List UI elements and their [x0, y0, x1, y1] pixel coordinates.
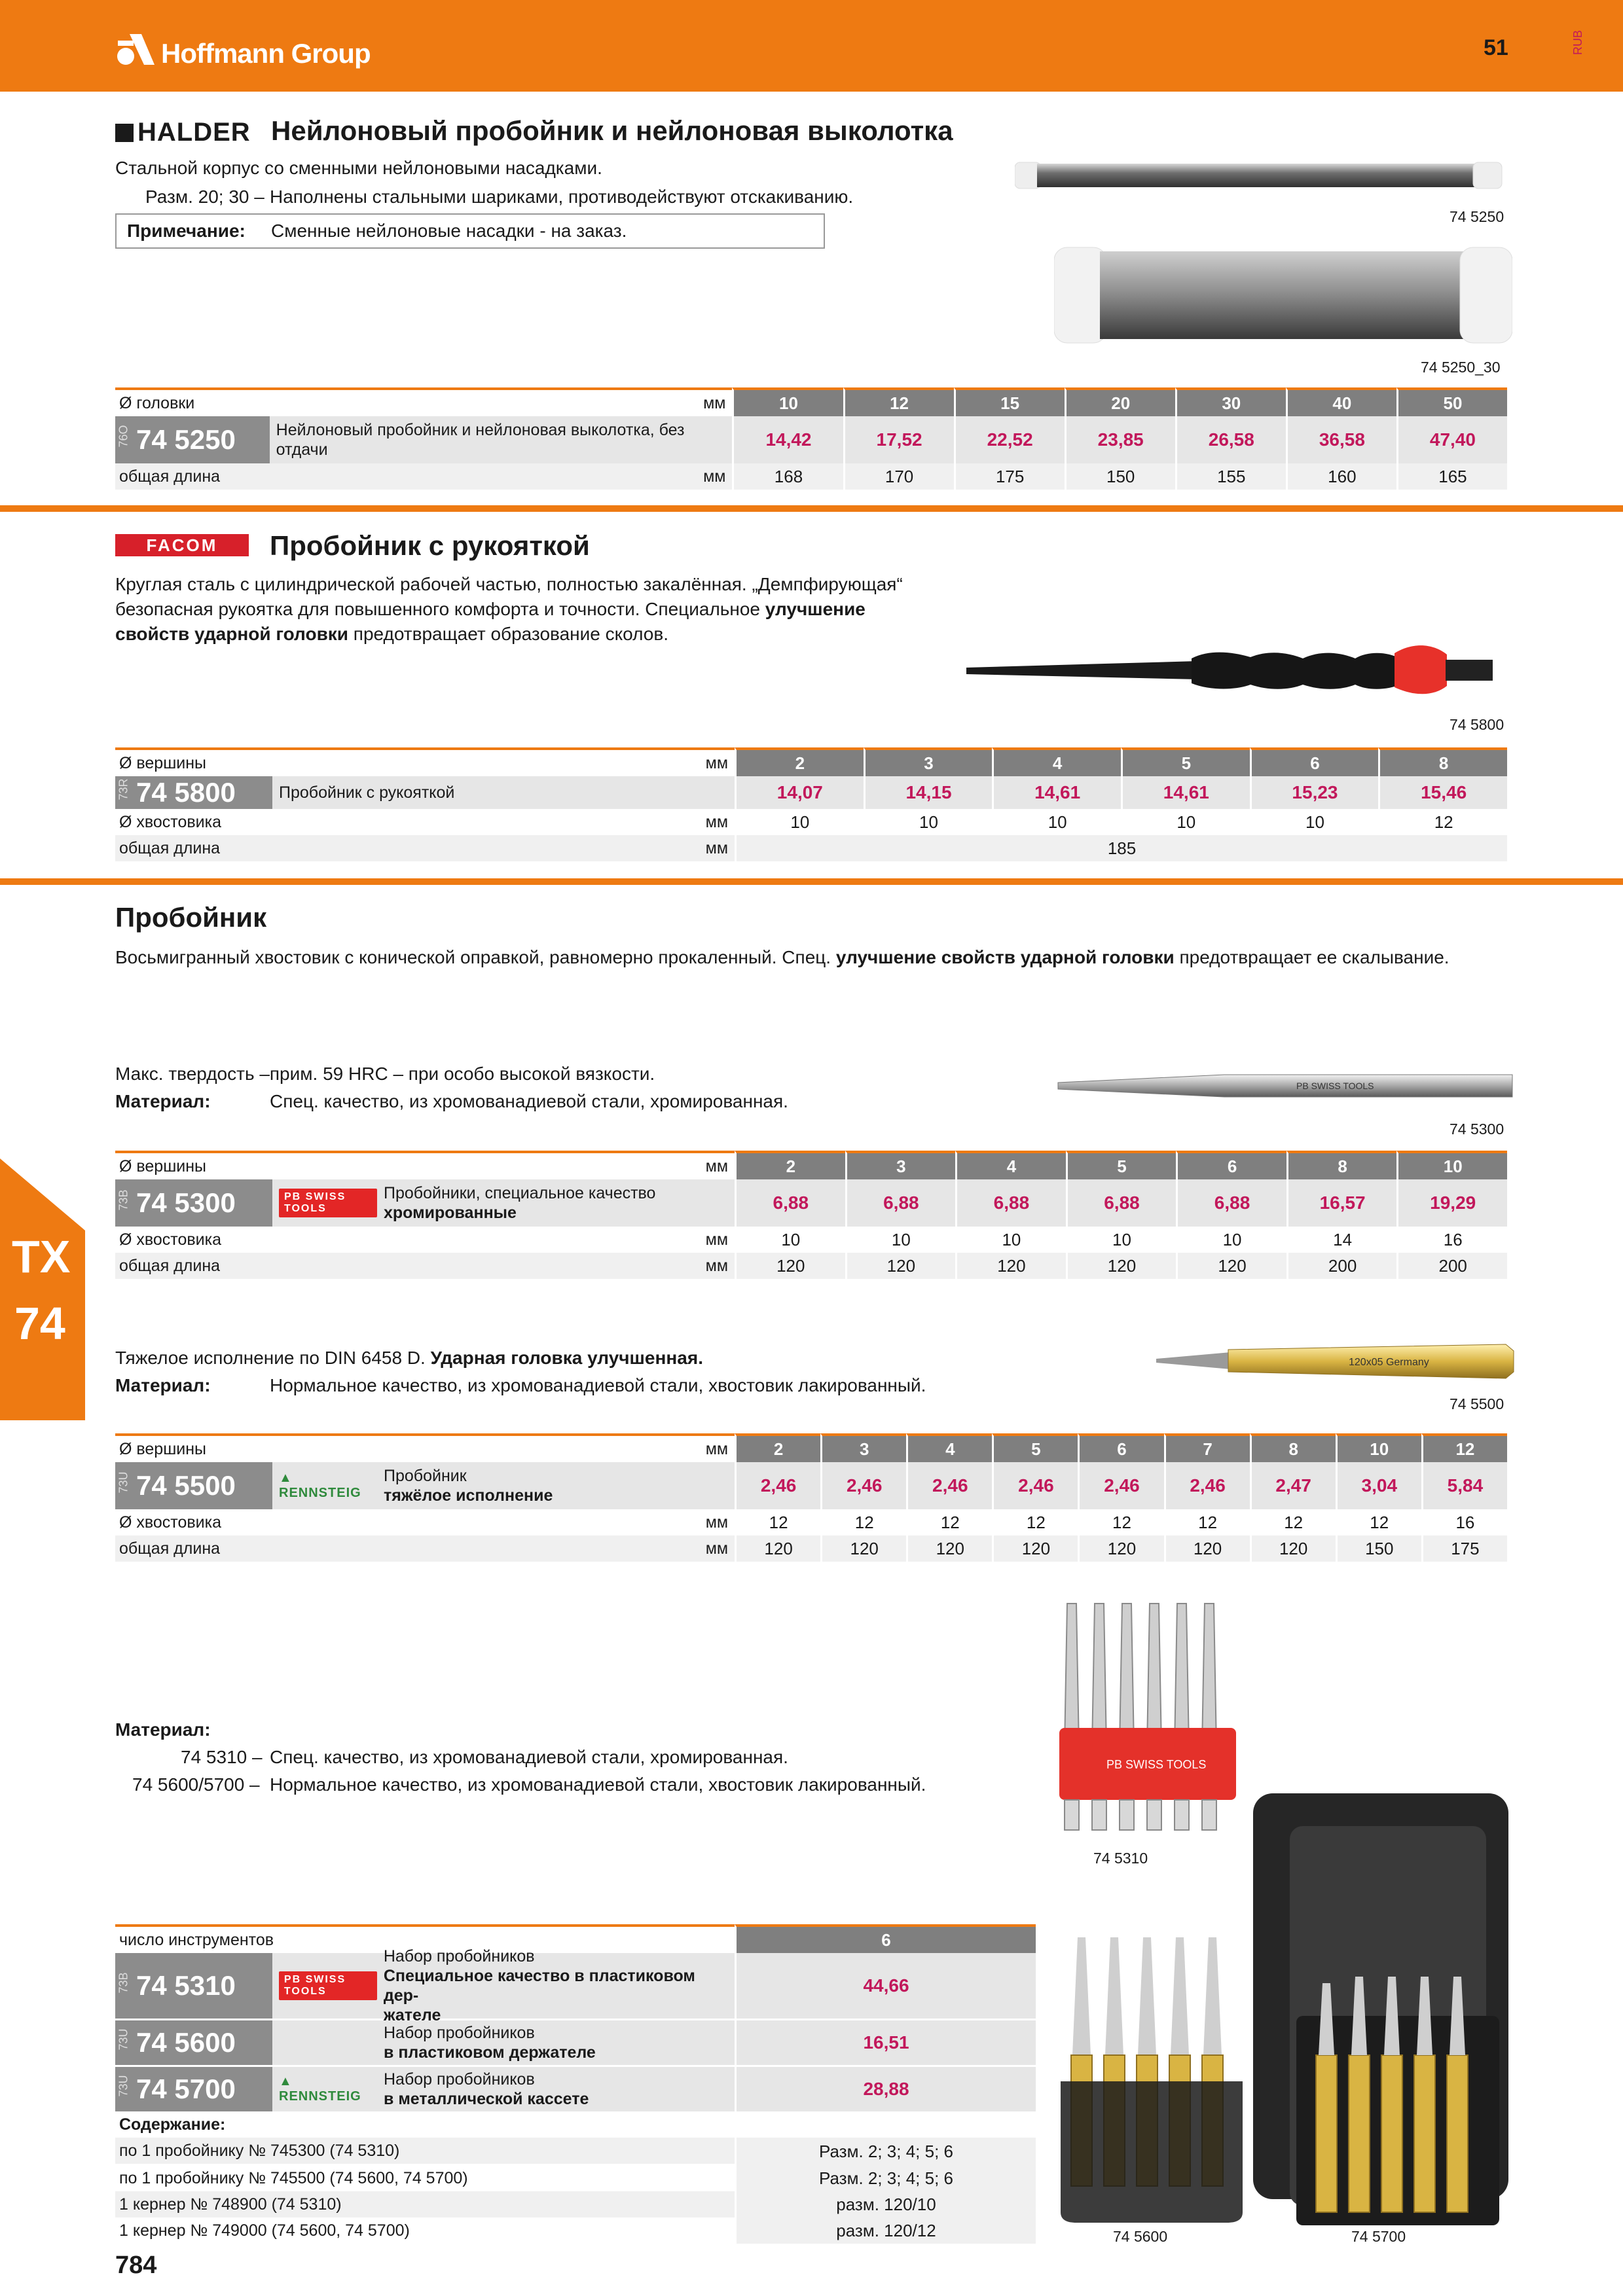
article-row	[115, 1947, 735, 2024]
section2-line2: безопасная рукоятка для повышенного комфорта и точности. Специальное улучшение	[115, 599, 866, 619]
value-cell: 175	[954, 463, 1065, 490]
price-cell: 22,52	[954, 416, 1065, 463]
price-cell: 26,58	[1175, 416, 1286, 463]
size-cell: 8	[1378, 747, 1507, 776]
head-label: Ø головки мм	[115, 387, 732, 416]
price-cell: 6,88	[955, 1179, 1066, 1227]
value-cell: 12	[1078, 1509, 1163, 1535]
article-number-cell[interactable]: 73U 74 5700	[115, 2067, 272, 2111]
value-cell: 14	[1286, 1227, 1397, 1253]
value-cell: 165	[1396, 463, 1507, 490]
size-cell: 2	[735, 1433, 820, 1462]
sub2-material-text: Нормальное качество, из хромованадиевой стали, хвостовик лакированный.	[270, 1375, 926, 1395]
section3-intro: Восьмигранный хвостовик с конической оправкой, равномерно прокаленный. Спец. улучшение свойств ударной головки предотвращает ее скалывание.	[115, 947, 1450, 967]
sub1-material-text: Спец. качество, из хромованадиевой стали, хромированная.	[270, 1091, 788, 1111]
article-row	[115, 2065, 735, 2111]
section3-title: Пробойник	[115, 902, 267, 933]
article-row	[115, 776, 735, 809]
value-cell: 160	[1286, 463, 1396, 490]
value-cell: 120	[845, 1253, 956, 1279]
size-cell: 20	[1065, 387, 1175, 416]
value-cell: 12	[1336, 1509, 1421, 1535]
chapter-number: 74	[14, 1298, 65, 1349]
value-cell: 10	[955, 1227, 1066, 1253]
contents-item: по 1 пробойнику № 745300 (74 5310)	[115, 2138, 735, 2165]
price-cell: 2,46	[1078, 1462, 1163, 1509]
size-cell: 5	[992, 1433, 1078, 1462]
head-label: Ø вершины мм	[115, 1433, 735, 1462]
article-description: Набор пробойников в металлической кассете	[384, 2070, 589, 2108]
chapter-tools-icon: TX	[12, 1231, 71, 1282]
caption-745600: 74 5600	[1113, 2228, 1168, 2245]
punch-set-5700-image	[1250, 1780, 1519, 2232]
size-cell: 2	[735, 747, 864, 776]
article-row	[115, 1179, 735, 1227]
caption-745250-30: 74 5250_30	[1421, 359, 1501, 376]
row-label: общая длина мм	[115, 463, 732, 490]
price-cell: 15,46	[1378, 776, 1507, 809]
nylon-punch-small-image	[1015, 157, 1512, 196]
sets-mat1-label: 74 5310 –	[181, 1747, 263, 1767]
contents-item: 1 кернер № 749000 (74 5600, 74 5700)	[115, 2217, 735, 2244]
section-divider	[0, 505, 1623, 512]
article-number-cell[interactable]: 73R 74 5800	[115, 776, 272, 809]
page-number-top: 51	[1484, 35, 1508, 60]
caption-745700: 74 5700	[1351, 2228, 1406, 2245]
size-cell: 4	[955, 1151, 1066, 1179]
value-cell: 120	[1250, 1535, 1336, 1562]
sets-material-label: Материал:	[115, 1719, 211, 1740]
section1-note-box	[115, 213, 825, 249]
value-cell: 120	[735, 1253, 845, 1279]
table-745500	[115, 1433, 1507, 1562]
value-cell: 120	[906, 1535, 992, 1562]
size-cell: 7	[1164, 1433, 1250, 1462]
article-description: Пробойники, специальное качество хромированные	[384, 1184, 656, 1222]
size-cell: 4	[992, 747, 1121, 776]
price-cell: 6,88	[1176, 1179, 1286, 1227]
price-cell: 44,66	[735, 1953, 1036, 2018]
size-cell: 8	[1250, 1433, 1336, 1462]
size-cell: 15	[954, 387, 1065, 416]
value-cell: 12	[820, 1509, 906, 1535]
row-label: Ø хвостовика мм	[115, 1227, 735, 1253]
svg-text:PB SWISS TOOLS: PB SWISS TOOLS	[1296, 1081, 1374, 1091]
size-cell: 10	[1336, 1433, 1421, 1462]
row-label: общая длина мм	[115, 1253, 735, 1279]
contents-item: по 1 пробойнику № 745500 (74 5600, 74 5700)	[115, 2165, 735, 2191]
table-745300	[115, 1151, 1507, 1279]
price-cell: 23,85	[1065, 416, 1175, 463]
contents-blank	[735, 2111, 1036, 2138]
size-cell: 3	[820, 1433, 906, 1462]
size-cell: 3	[864, 747, 993, 776]
section1-line2-label: Разм. 20; 30 –	[145, 187, 264, 207]
price-cell: 5,84	[1421, 1462, 1507, 1509]
value-cell: 120	[735, 1535, 820, 1562]
head-label: число инструментов	[115, 1924, 735, 1953]
value-cell: 150	[1336, 1535, 1421, 1562]
hoffmann-logo-text: Hoffmann Group	[161, 38, 371, 69]
pb-swiss-logo: PB SWISS TOOLS	[272, 1971, 377, 2000]
price-cell: 3,04	[1336, 1462, 1421, 1509]
value-cell: 16	[1421, 1509, 1507, 1535]
value-cell: 10	[1066, 1227, 1176, 1253]
size-cell: 12	[1421, 1433, 1507, 1462]
row-label: общая длина мм	[115, 835, 735, 861]
page-number-bottom: 784	[115, 2251, 157, 2279]
section2-title: Пробойник с рукояткой	[270, 530, 590, 561]
size-cell: 6	[1078, 1433, 1163, 1462]
table-745250	[115, 387, 1507, 490]
value-cell: 120	[1176, 1253, 1286, 1279]
note-label: Примечание:	[127, 221, 246, 241]
sets-mat2-label: 74 5600/5700 –	[132, 1774, 260, 1795]
contents-value: разм. 120/12	[735, 2217, 1036, 2244]
punch-set-5600-image	[1057, 1924, 1247, 2225]
article-number-cell[interactable]: 73B 74 5300	[115, 1179, 272, 1227]
punch-set-5310-image	[1054, 1597, 1244, 1846]
value-cell: 168	[732, 463, 843, 490]
value-cell: 12	[1250, 1509, 1336, 1535]
price-cell: 2,46	[735, 1462, 820, 1509]
article-number-cell[interactable]: 73U 74 5600	[115, 2020, 272, 2065]
halder-square-icon	[115, 124, 134, 142]
pb-swiss-logo: PB SWISS TOOLS	[272, 1189, 377, 1217]
value-cell: 10	[1250, 809, 1379, 835]
price-cell: 19,29	[1396, 1179, 1507, 1227]
value-cell: 12	[992, 1509, 1078, 1535]
price-cell: 6,88	[1066, 1179, 1176, 1227]
caption-745800: 74 5800	[1450, 716, 1504, 733]
size-cell: 2	[735, 1151, 845, 1179]
svg-text:PB SWISS TOOLS: PB SWISS TOOLS	[1106, 1758, 1207, 1771]
article-row	[115, 1462, 735, 1509]
size-cell: 12	[843, 387, 954, 416]
value-cell: 10	[1176, 1227, 1286, 1253]
price-cell: 2,46	[992, 1462, 1078, 1509]
value-cell: 120	[820, 1535, 906, 1562]
chapter-side-tab	[0, 1158, 86, 1420]
note-text: Сменные нейлоновые насадки - на заказ.	[271, 221, 627, 241]
head-label: Ø вершины мм	[115, 1151, 735, 1179]
value-cell: 120	[1078, 1535, 1163, 1562]
size-cell: 10	[1396, 1151, 1507, 1179]
sub2-line1: Тяжелое исполнение по DIN 6458 D. Ударная головка улучшенная.	[115, 1348, 703, 1368]
price-cell: 2,46	[906, 1462, 992, 1509]
sub1-line1: Макс. твердость –прим. 59 HRC – при особо высокой вязкости.	[115, 1064, 655, 1084]
hoffmann-logo-icon	[115, 29, 161, 68]
article-row	[115, 416, 732, 463]
price-cell: 15,23	[1250, 776, 1379, 809]
section1-title: Нейлоновый пробойник и нейлоновая выколотка	[271, 115, 953, 146]
value-cell: 200	[1396, 1253, 1507, 1279]
value-cell: 12	[1164, 1509, 1250, 1535]
value-cell: 16	[1396, 1227, 1507, 1253]
row-label: общая длина мм	[115, 1535, 735, 1562]
section1-line1: Стальной корпус со сменными нейлоновыми насадками.	[115, 158, 602, 178]
price-cell: 2,47	[1250, 1462, 1336, 1509]
size-cell: 5	[1121, 747, 1250, 776]
article-description: Пробойник тяжёлое исполнение	[384, 1467, 553, 1505]
price-cell: 17,52	[843, 416, 954, 463]
price-cell: 16,57	[1286, 1179, 1397, 1227]
article-number-cell[interactable]: 76O 74 5250	[115, 416, 270, 463]
article-description: Пробойник с рукояткой	[279, 783, 455, 802]
contents-value: разм. 120/10	[735, 2191, 1036, 2217]
punch-with-handle-image	[962, 630, 1519, 702]
caption-745500: 74 5500	[1450, 1395, 1504, 1412]
row-label: Ø хвостовика мм	[115, 1509, 735, 1535]
value-cell: 155	[1175, 463, 1286, 490]
price-cell: 14,61	[992, 776, 1121, 809]
caption-745310: 74 5310	[1093, 1850, 1148, 1867]
value-cell: 150	[1065, 463, 1175, 490]
value-cell: 10	[735, 1227, 845, 1253]
value-cell: 120	[1164, 1535, 1250, 1562]
size-cell: 40	[1286, 387, 1396, 416]
article-description: Нейлоновый пробойник и нейлоновая выколотка, без отдачи	[276, 421, 685, 459]
svg-text:120x05 Germany: 120x05 Germany	[1349, 1357, 1429, 1368]
value-cell: 120	[1066, 1253, 1176, 1279]
price-cell: 36,58	[1286, 416, 1396, 463]
section1-line2-text: Наполнены стальными шариками, противодействуют отскакиванию.	[270, 187, 854, 207]
value-cell: 10	[1121, 809, 1250, 835]
value-cell: 12	[906, 1509, 992, 1535]
contents-value: Разм. 2; 3; 4; 5; 6	[735, 2138, 1036, 2165]
size-cell: 50	[1396, 387, 1507, 416]
nylon-punch-large-image	[1054, 243, 1512, 348]
size-cell: 30	[1175, 387, 1286, 416]
article-description: Набор пробойников в пластиковом держателе	[384, 2024, 596, 2062]
article-number-cell[interactable]: 73U 74 5500	[115, 1462, 272, 1509]
contents-item: 1 кернер № 748900 (74 5310)	[115, 2191, 735, 2217]
price-cell: 14,61	[1121, 776, 1250, 809]
article-description: Набор пробойников Специальное качество в пластиковом дер- жателе	[383, 1947, 695, 2024]
article-number-cell[interactable]: 73B 74 5310	[115, 1953, 272, 2018]
row-label: Ø хвостовика мм	[115, 809, 735, 835]
price-cell: 14,07	[735, 776, 864, 809]
caption-745250: 74 5250	[1450, 208, 1504, 225]
table-745800	[115, 747, 1507, 861]
facom-logo: FACOM	[115, 534, 249, 556]
table-sets	[115, 1924, 1036, 2244]
price-cell: 14,42	[732, 416, 843, 463]
price-cell: 16,51	[735, 2018, 1036, 2065]
size-cell: 4	[906, 1433, 992, 1462]
size-cell: 5	[1066, 1151, 1176, 1179]
value-cell: 12	[1378, 809, 1507, 835]
value-cell: 200	[1286, 1253, 1397, 1279]
value-cell: 175	[1421, 1535, 1507, 1562]
size-cell: 6	[1250, 747, 1379, 776]
sets-mat2-text: Нормальное качество, из хромованадиевой стали, хвостовик лакированный.	[270, 1774, 926, 1795]
section2-line3: свойств ударной головки предотвращает образование сколов.	[115, 624, 669, 644]
punch-heavy-image	[1152, 1338, 1519, 1384]
price-cell: 2,46	[820, 1462, 906, 1509]
rennsteig-logo: ▲ RENNSTEIG	[279, 2073, 361, 2104]
contents-label: Содержание:	[115, 2111, 735, 2138]
size-cell: 3	[845, 1151, 956, 1179]
rennsteig-logo: ▲ RENNSTEIG	[279, 1470, 361, 1500]
sub2-material-label: Материал:	[115, 1375, 211, 1395]
price-cell: 28,88	[735, 2065, 1036, 2111]
price-cell: 2,46	[1164, 1462, 1250, 1509]
halder-brand: HALDER	[115, 118, 251, 147]
section-divider	[0, 878, 1623, 885]
article-row	[115, 2018, 735, 2065]
size-cell: 6	[1176, 1151, 1286, 1179]
value-cell: 10	[845, 1227, 956, 1253]
value-cell: 185	[735, 835, 1507, 861]
sub1-material-label: Материал:	[115, 1091, 211, 1111]
value-cell: 10	[992, 809, 1121, 835]
price-cell: 6,88	[735, 1179, 845, 1227]
punch-chrome-image	[1054, 1063, 1519, 1109]
price-cell: 6,88	[845, 1179, 956, 1227]
value-cell: 10	[864, 809, 993, 835]
price-cell: 14,15	[864, 776, 993, 809]
contents-value: Разм. 2; 3; 4; 5; 6	[735, 2165, 1036, 2191]
value-cell: 10	[735, 809, 864, 835]
section2-line1: Круглая сталь с цилиндрической рабочей частью, полностью закалённая. „Демпфирующая“	[115, 574, 903, 594]
size-cell: 8	[1286, 1151, 1397, 1179]
language-tag: RUB	[1571, 29, 1584, 55]
value-cell: 120	[955, 1253, 1066, 1279]
price-cell: 47,40	[1396, 416, 1507, 463]
caption-745300: 74 5300	[1450, 1121, 1504, 1138]
size-cell: 10	[732, 387, 843, 416]
sets-mat1-text: Спец. качество, из хромованадиевой стали, хромированная.	[270, 1747, 788, 1767]
value-cell: 120	[992, 1535, 1078, 1562]
value-cell: 12	[735, 1509, 820, 1535]
value-cell: 170	[843, 463, 954, 490]
head-value: 6	[735, 1924, 1036, 1953]
head-label: Ø вершины мм	[115, 747, 735, 776]
